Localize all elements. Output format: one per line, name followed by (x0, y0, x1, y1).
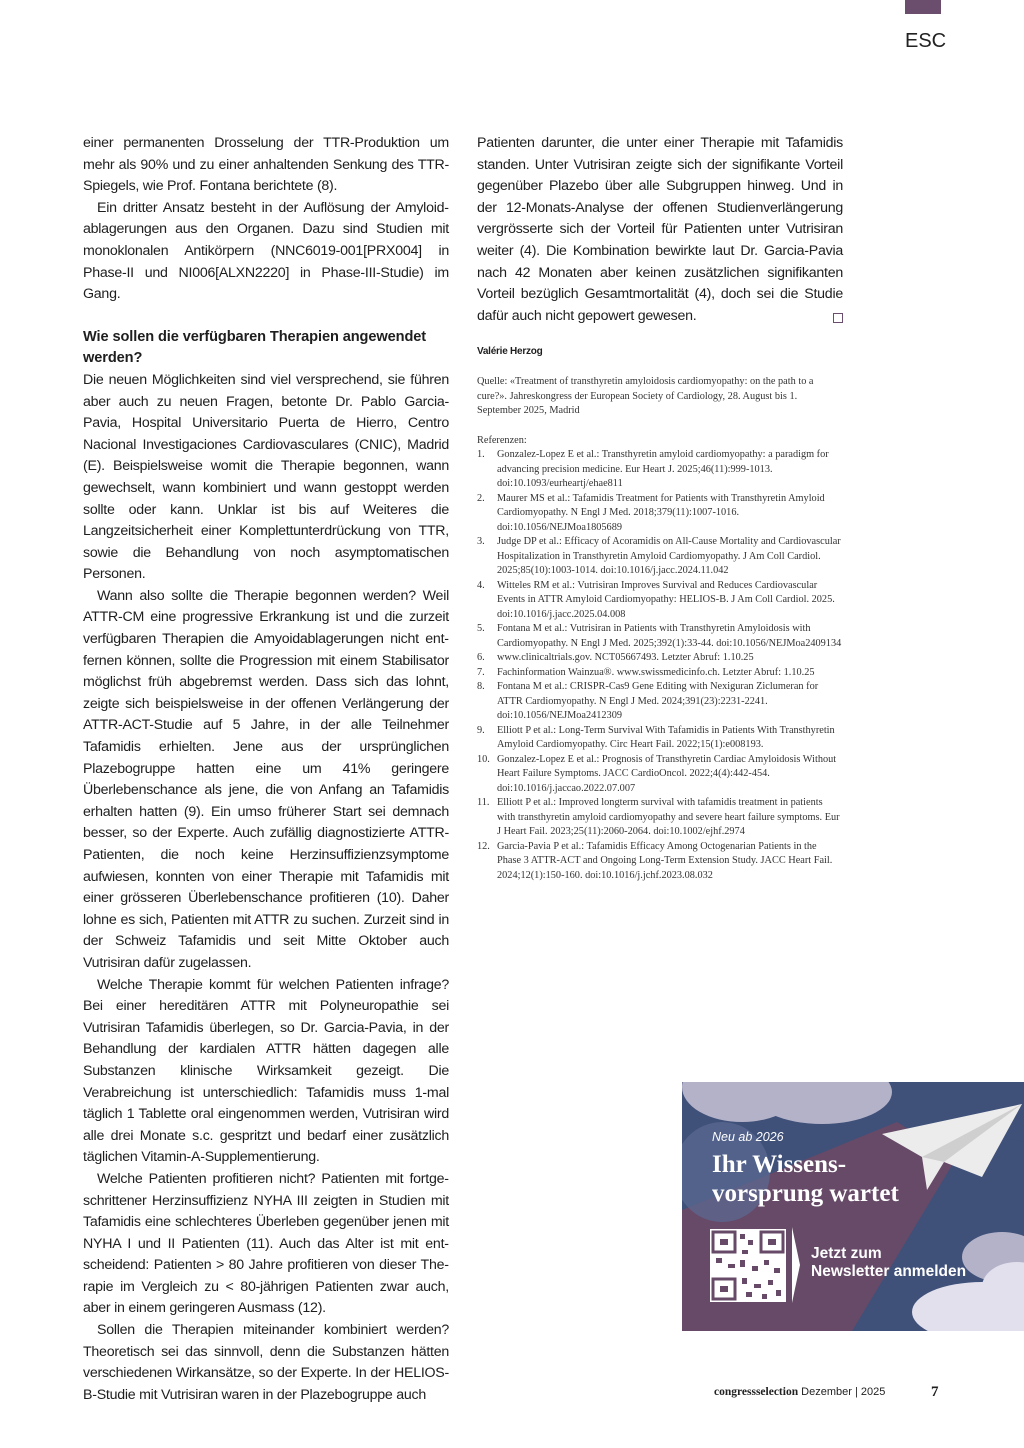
page-number: 7 (931, 1384, 939, 1400)
publication-name: congressselection (714, 1386, 799, 1398)
reference-item (477, 622, 843, 651)
footer (714, 1386, 885, 1398)
newsletter-ad[interactable] (682, 1082, 1024, 1331)
reference-text: Elliott P et al.: Long-Term Survival With Tafamidis in Patients With Transthyretin Amyloid Cardiomyopathy. Circ Heart Fail. 2022;15(1):e008193. (497, 724, 835, 751)
paragraph: Welche Patienten profitieren nicht? Patienten mit fortgeschrittener Herzinsuffizienz NYHA III zeigten in Studien mit Tafamidis eine schlechteres Überleben gegenüber jenen mit NYHA I und II Patienten (11). Auch das Alter ist mit entscheidend: Patienten > 80 Jahre profitieren von dieser Therapie im Vergleich zu < 80-jährigen Patienten zwar auch, aber in einem geringeren Ausmass (12). (83, 1170, 449, 1317)
reference-text: Elliott P et al.: Improved longterm survival with tafamidis treatment in patients with transthyretin amyloid cardiomyopathy and severe heart failure symptoms. Eur J Heart Fail. 2023;25(11):2060-2064. doi:10.1002/ejhf.2974 (497, 797, 840, 838)
left-column (83, 133, 449, 1406)
reference-text: Witteles RM et al.: Vutrisiran Improves Survival and Reduces Cardiovascular Events in ATTR Amyloid Cardiomyopathy: HELIOS-B. J Am Coll Cardiol. 2025. doi:10.1016/j.jacc.2025.04.008 (497, 579, 835, 620)
reference-text: www.clinicaltrials.gov. NCT05667493. Letzter Abruf: 1.10.25 (497, 652, 754, 664)
issue-date: Dezember | 2025 (801, 1386, 886, 1398)
reference-item (477, 535, 843, 579)
paragraph: Welche Therapie kommt für welchen Patienten infrage? Bei einer hereditären ATTR mit Polyneuropathie sei Vutrisiran Tafamidis überlegen, so Dr. Garcia-Pavia, in der Behandlung der kardialen ATTR hätten dagegen alle Substanzen klinische Wirksamkeit gezeigt. Die Verabreichung ist unterschiedlich: Tafamidis muss 1-mal täglich 1 Tablette oral eingenommen werden, Vutrisiran wird alle drei Monate s.c. gespritzt und bedarf einer zusätzlich täglichen Vitamin-A-Supplementierung. (83, 976, 449, 1166)
reference-text: Judge DP et al.: Efficacy of Acoramidis on All-Cause Mortality and Cardiovascular Hospitalization in Transthyretin Amyloid Cardiomyopathy. J Am Coll Cardiol. 2025;85(10):1003-1014. doi:10.1016/j.jacc.2024.11.042 (497, 536, 841, 577)
reference-text: Gonzalez-Lopez E et al.: Transthyretin amyloid cardiomyopathy: a paradigm for advancing precision medicine. Eur Heart J. 2025;46(11):999-1013. doi:10.1093/eurheartj/ehae811 (497, 449, 829, 490)
section-color-tab (905, 0, 941, 14)
references-list (477, 448, 843, 883)
reference-text: Garcia-Pavia P et al.: Tafamidis Efficacy Among Octogenarian Patients in the Phase 3 ATTR-ACT and Ongoing Long-Term Extension Study. JACC Heart Fail. 2024;12(1):150-160. doi:10.1016/j.jchf.2023.08.032 (497, 840, 833, 881)
reference-item (477, 724, 843, 753)
section-label: ESC (905, 30, 947, 52)
paragraph: einer permanenten Drosselung der TTR-Produktion um mehr als 90% und zu einer anhaltenden Senkung des TTR-Spiegels, wie Prof. Fontana berichtete (8). (83, 135, 449, 195)
reference-text: Gonzalez-Lopez E et al.: Prognosis of Transthyretin Cardiac Amyloidosis Without Heart Failure Symptoms. JACC CardioOncol. 2022;4(4):442-454. doi:10.1016/j.jaccao.2022.07.007 (497, 753, 837, 794)
reference-number: 11. (477, 797, 490, 809)
author: Valérie Herzog (477, 346, 543, 358)
reference-item (477, 651, 843, 666)
paragraph-text: Patienten darunter, die unter einer Therapie mit Tafamidis standen. Unter Vutrisiran zeigte sich der signifikante Vorteil gegenüber Plazebo über alle Subgruppen hinweg. Und in der 12-Monats-Analyse der offenen Studienverlängerung vergrösserte sich der Vorteil für Patienten unter Vutrisiran weiter (4). Die Kombination bewirkte laut Dr. Garcia-Pavia nach 42 Monaten aber keinen zusätzlichen signifikanten Vorteil bezüglich Gesamtmortalität (4), doch sei die Studie dafür auch nicht gepowert gewesen. (477, 135, 843, 324)
reference-text: Maurer MS et al.: Tafamidis Treatment for Patients with Transthyretin Amyloid Cardiomyopathy. N Engl J Med. 2018;379(11):1007-1016. doi:10.1056/NEJMoa1805689 (497, 492, 825, 533)
right-column (477, 133, 843, 883)
reference-number: 9. (477, 724, 485, 736)
reference-item (477, 448, 843, 492)
ad-headline-line: Ihr Wissens- (712, 1151, 847, 1178)
reference-item (477, 666, 843, 681)
newsletter-signup-link[interactable] (811, 1245, 966, 1281)
reference-item (477, 492, 843, 536)
reference-text: Fontana M et al.: CRISPR-Cas9 Gene Editing with Nexiguran Ziclumeran for ATTR Cardiomyopathy. N Engl J Med. 2024;391(23):2231-2241. doi:10.1056/NEJMoa2412309 (497, 681, 819, 722)
reference-item (477, 796, 843, 840)
reference-item (477, 579, 843, 623)
paragraph: Die neuen Möglichkeiten sind viel versprechend, sie führen aber auch zu neuen Fragen, betonte Dr. Pablo Garcia-Pavia, Hospital Universitario Puerta de Hierro, Centro Nacional Investigaciones Cardiovasculares (CNIC), Madrid (E). Beispielsweise womit die Therapie begonnen, wann gewechselt, wann kombiniert und wann gestoppt werden sollte oder kann. Unklar ist bis auf Weiteres die Langzeitsicherheit einer Komplettunterdrückung von TTR, sowie die Behandlung von noch asymptomatischen Personen. (83, 371, 449, 583)
paragraph: Sollen die Therapien miteinander kombiniert werden? Theoretisch sei das sinnvoll, denn die Substanzen hätten verschiedenen Wirkansätze, so der Experte. In der HELIOS-B-Studie mit Vutrisiran waren in der Plazebogruppe auch (83, 1322, 449, 1403)
reference-number: 4. (477, 579, 485, 591)
section-heading: Wie sollen die verfügbaren Therapien angewendet werden? (83, 328, 427, 367)
ad-headline-line: vorsprung wartet (712, 1180, 899, 1207)
paragraph (477, 133, 843, 327)
reference-text: Fontana M et al.: Vutrisiran in Patients with Transthyretin Amyloidosis with Cardiomyopathy. N Engl J Med. 2025;392(1):33-44. doi:10.1056/NEJMoa2409134 (497, 623, 842, 649)
reference-text: Fachinformation Wainzua®. www.swissmedicinfo.ch. Letzter Abruf: 1.10.25 (497, 666, 815, 678)
reference-number: 3. (477, 536, 485, 548)
ad-headline (712, 1150, 899, 1208)
reference-item (477, 840, 843, 884)
end-mark-icon (833, 313, 843, 323)
reference-number: 8. (477, 681, 485, 693)
cta-line: Jetzt zum (811, 1245, 882, 1262)
reference-number: 2. (477, 492, 485, 504)
reference-item (477, 753, 843, 797)
source: Quelle: «Treatment of transthyretin amyloidosis cardiomyopathy: on the path to a cure?». Jahreskongress der European Society of Cardiology, 28. August bis 1. September 2025, Madrid (477, 376, 814, 417)
cta-line: Newsletter anmelden (811, 1263, 967, 1280)
paragraph: Wann also sollte die Therapie begonnen werden? Weil ATTR-CM eine progressive Erkrankung ist und die zurzeit verfügbaren Therapien die Amyoidablagerungen nicht entfernen können, sollte die Progression mit einem Stabilisator möglichst früh abgebremst werden. Dass sich das lohnt, zeigte sich beispielsweise in der offenen Verlängerung der ATTR-ACT-Studie auf 5 Jahre, in der alle Teilnehmer Tafamidis erhielten. Jene aus der ursprünglichen Plazebogruppe hatten eine um 41% geringere Überlebenschance als jene, die von Anfang an Tafamidis erhalten hatten (9). Ein umso früherer Start sei demnach besser, so der Experte. Auch zufällig diagnostizierte ATTR-Patienten, die noch keine Herzinsuffizienzsymptome aufwiesen, konnten von einer Therapie mit Tafamidis mit einer grösseren Überlebenschance profitieren (10). Daher lohne es sich, Patienten mit ATTR zu suchen. Zurzeit sind in der Schweiz Tafamidis und seit Mitte Oktober auch Vutrisiran dafür zugelassen. (83, 587, 449, 971)
reference-number: 10. (477, 753, 490, 765)
reference-number: 1. (477, 449, 485, 461)
reference-number: 5. (477, 623, 485, 635)
paragraph: Ein dritter Ansatz besteht in der Auflösung der Amyloidablagerungen aus den Organen. Dazu sind Studien mit monoklonalen Antikörpern (NNC6019-001[PRX004] in Phase-II und NI006[ALXN2220] in Phase-III-Studie) im Gang. (83, 199, 449, 303)
reference-item (477, 680, 843, 724)
reference-number: 7. (477, 666, 485, 678)
reference-number: 6. (477, 652, 485, 664)
reference-number: 12. (477, 840, 490, 852)
ad-kicker: Neu ab 2026 (712, 1130, 784, 1144)
references-title: Referenzen: (477, 434, 527, 446)
